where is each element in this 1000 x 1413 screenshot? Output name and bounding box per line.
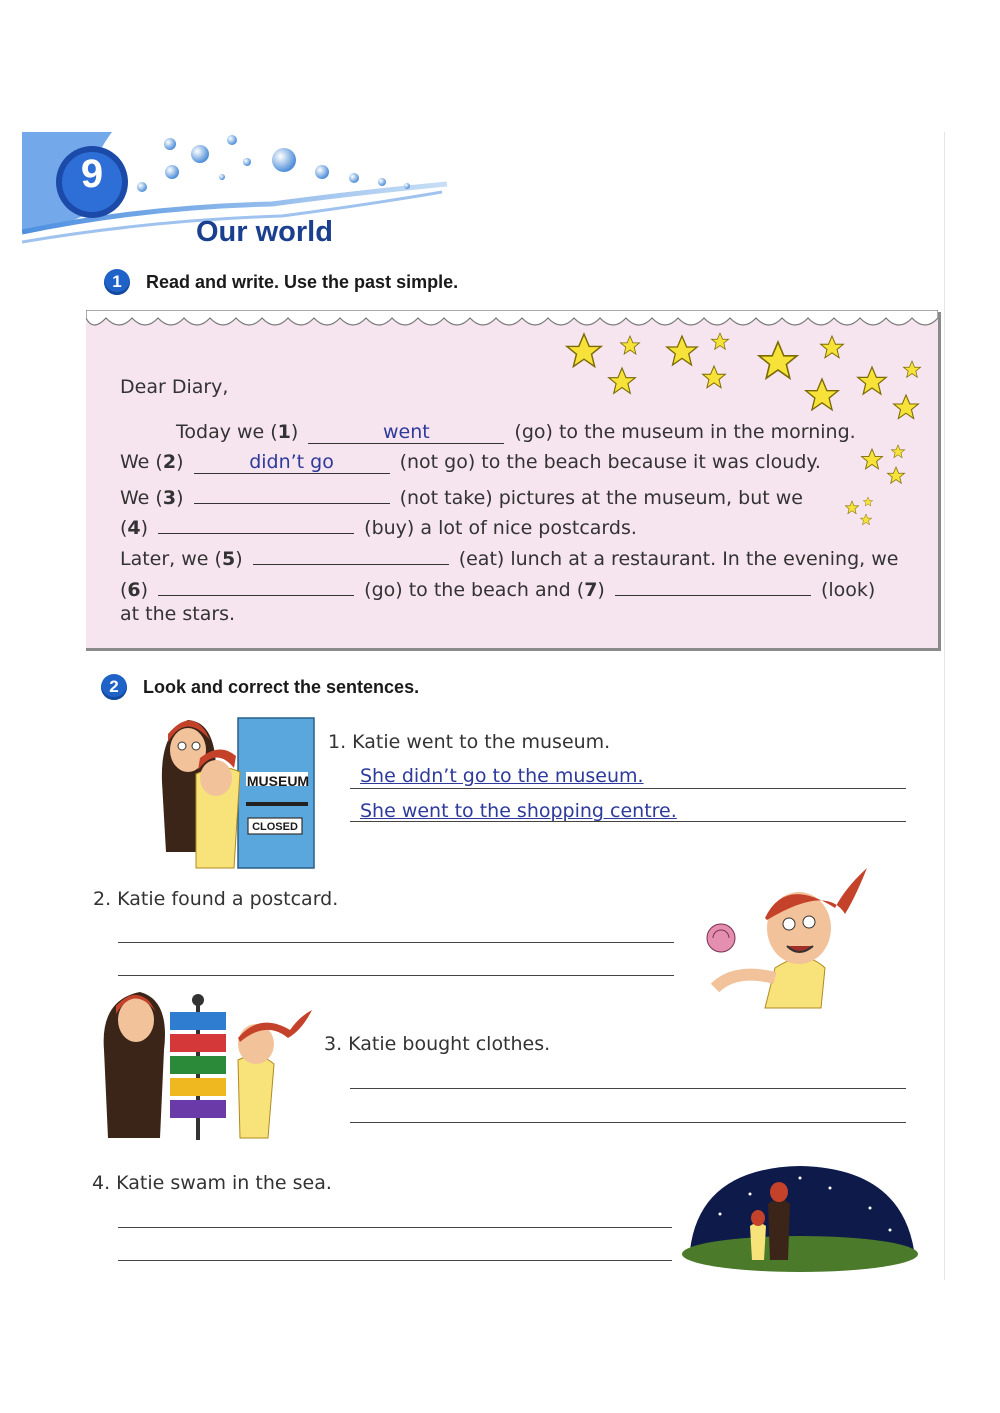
diary-line-2: We (2) didn’t go (not go) to the beach because it was cloudy. [120,451,821,473]
answer-blank-2[interactable]: didn’t go [194,451,390,474]
answer-blank-1[interactable]: went [308,421,504,444]
answer-blank-7[interactable] [615,573,811,596]
answer-line-1b [350,821,906,822]
answer-line-2a[interactable] [118,942,674,943]
katie-shell-picture [695,858,875,1010]
diary-greeting: Dear Diary, [120,376,229,398]
answer-1a[interactable]: She didn’t go to the museum. [360,765,644,787]
answer-1b[interactable]: She went to the shopping centre. [360,800,677,822]
unit-title: Our world [196,216,333,248]
answer-line-4b[interactable] [118,1260,672,1261]
diary-line-4: (4) (buy) a lot of nice postcards. [120,511,637,539]
answer-blank-5[interactable] [253,542,449,565]
answer-line-4a[interactable] [118,1227,672,1228]
answer-line-3a[interactable] [350,1088,906,1089]
sentence-4: 4. Katie swam in the sea. [92,1172,332,1194]
answer-blank-4[interactable] [158,511,354,534]
museum-closed-picture [150,712,318,870]
answer-line-3b[interactable] [350,1122,906,1123]
diary-line-1: Today we (1) went (go) to the museum in the morning. [176,421,856,443]
unit-number: 9 [80,152,104,196]
answer-blank-6[interactable] [158,573,354,596]
diary-line-5: Later, we (5) (eat) lunch at a restaurant. In the evening, we [120,542,898,570]
closed-sign: CLOSED [252,821,298,833]
exercise-1-badge: 1 [104,269,130,295]
answer-line-2b[interactable] [118,975,674,976]
sentence-1: 1. Katie went to the museum. [328,731,611,753]
scalloped-edge [86,310,938,330]
answer-blank-3[interactable] [194,481,390,504]
stars-at-night-picture [680,1164,920,1274]
diary-line-6: (6) (go) to the beach and (7) (look) [120,573,875,601]
exercise-2-badge: 2 [101,674,127,700]
clothes-shop-picture [90,990,314,1142]
sentence-2: 2. Katie found a postcard. [93,888,339,910]
museum-sign: MUSEUM [246,773,310,789]
exercise-2-instruction: Look and correct the sentences. [143,677,420,697]
diary-line-3: We (3) (not take) pictures at the museum, but we [120,481,803,509]
diary-closing: at the stars. [120,603,236,625]
exercise-1-instruction: Read and write. Use the past simple. [146,272,459,292]
sentence-3: 3. Katie bought clothes. [324,1033,551,1055]
answer-line-1a [350,788,906,789]
